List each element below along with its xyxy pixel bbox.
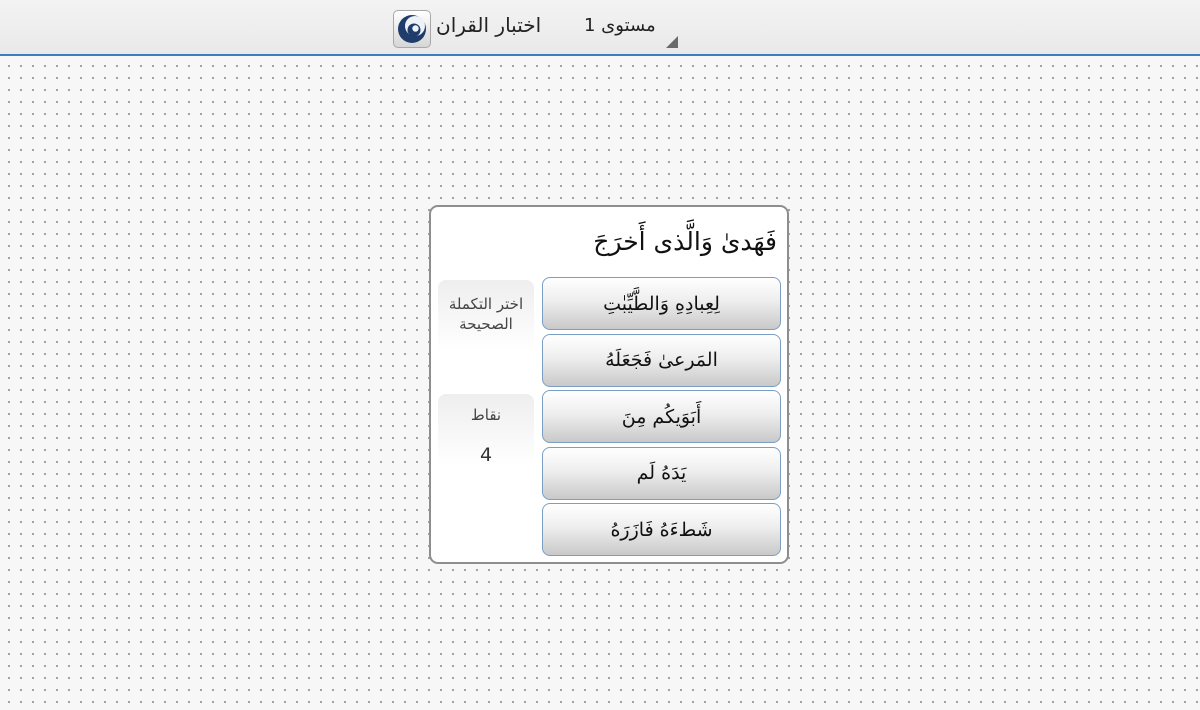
- action-bar: [0, 0, 1200, 56]
- instruction-panel: [438, 280, 534, 370]
- verse-text: فَهَدىٰ وَالَّذى أَخرَجَ: [593, 227, 777, 256]
- instruction-text: اختر التكملة الصحيحة: [448, 295, 524, 333]
- score-value: 4: [479, 444, 493, 466]
- choice-button-2[interactable]: المَرعىٰ فَجَعَلَهُ: [542, 334, 781, 387]
- choice-button-3[interactable]: أَبَوَيكُم مِنَ: [542, 390, 781, 443]
- choice-button-5[interactable]: شَطءَهُ فَازَرَهُ: [542, 503, 781, 556]
- quiz-card: [429, 205, 789, 564]
- app-title: اختبار القران: [436, 13, 542, 37]
- level-label[interactable]: مستوى 1: [584, 15, 656, 36]
- score-label: نقاط: [470, 406, 502, 424]
- spinner-triangle-icon: [666, 36, 678, 48]
- choice-list: [542, 277, 781, 560]
- quran-quiz-logo-icon[interactable]: [393, 10, 431, 48]
- level-spinner[interactable]: [388, 0, 688, 54]
- choice-button-1[interactable]: لِعِبادِهِ وَالطَّيِّبٰتِ: [542, 277, 781, 330]
- score-panel: [438, 394, 534, 484]
- choice-button-4[interactable]: يَدَهُ لَم: [542, 447, 781, 500]
